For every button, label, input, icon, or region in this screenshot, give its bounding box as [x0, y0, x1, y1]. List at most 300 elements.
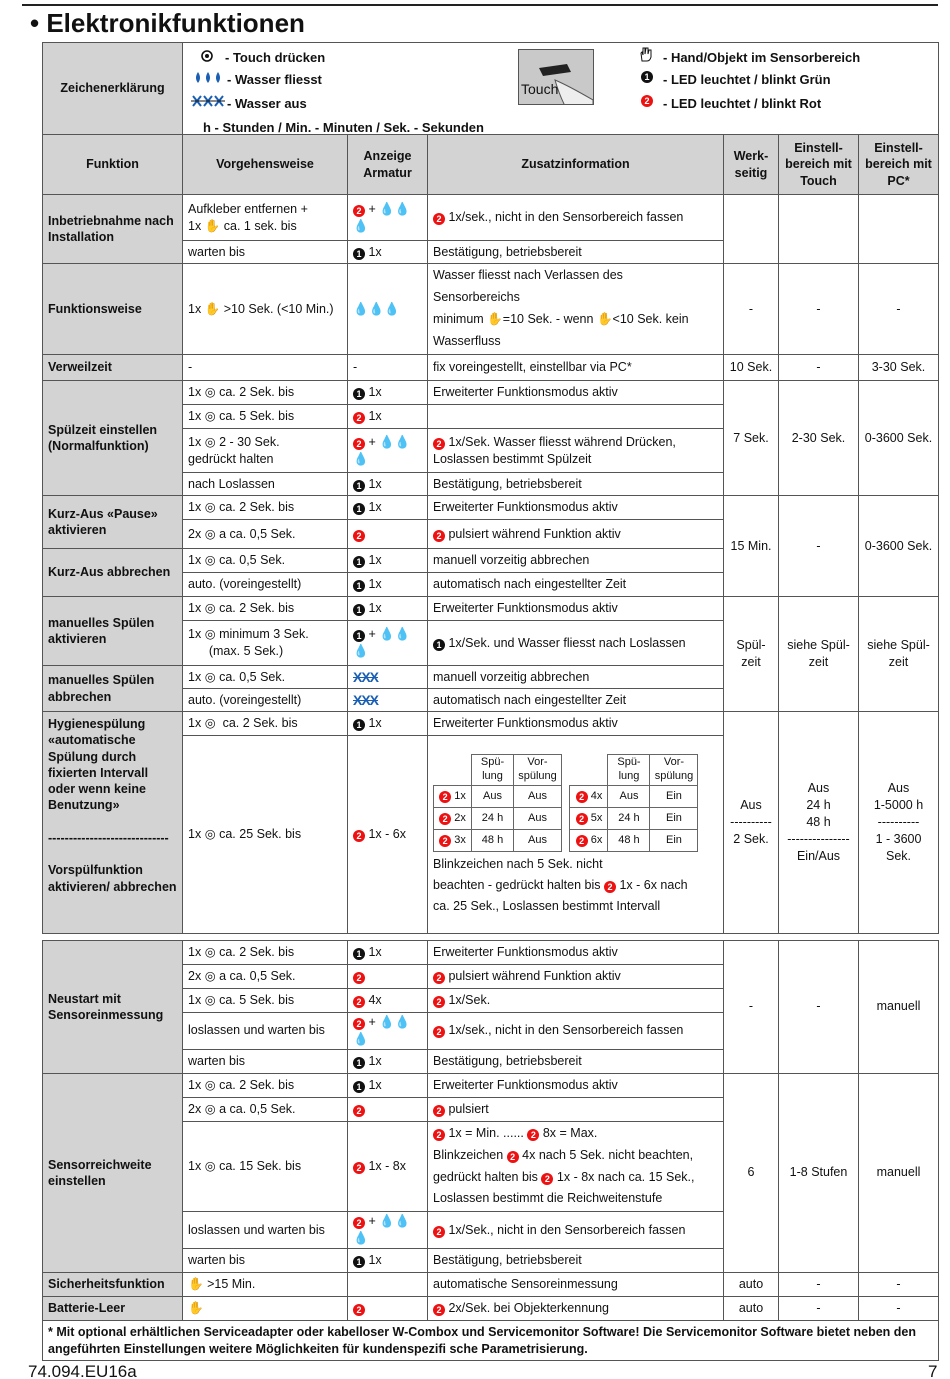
info-text: manuell vorzeitig abbrechen — [428, 666, 724, 689]
led-red-icon: 2 — [641, 95, 653, 107]
legend-hand: - Hand/Objekt im Sensorbereich — [663, 49, 861, 65]
sub-cell: Ein — [650, 807, 698, 829]
led-green-icon: 1 — [353, 580, 365, 592]
sub-cell — [570, 829, 608, 851]
display-cell — [348, 264, 428, 355]
info-text: pulsiert während Funktion aktiv — [448, 526, 621, 541]
touch-ring-icon: ◎ — [204, 1077, 216, 1092]
werk-value: auto — [724, 1273, 779, 1297]
display-text: 1x — [368, 601, 382, 616]
info-text: 1x/Sek. — [448, 993, 491, 1008]
led-red-icon: 2 — [507, 1151, 519, 1163]
info-text: Sensorbereichs — [433, 290, 520, 305]
led-green-icon: 1 — [433, 639, 445, 651]
info-text: Blinkzeichen nach 5 Sek. nicht — [433, 856, 603, 871]
touch-ring-icon: ◎ — [204, 526, 216, 541]
led-green-icon: 1 — [353, 604, 365, 616]
info-text: 1x = Min. ...... — [448, 1125, 524, 1140]
pc-value — [859, 712, 939, 934]
touch-ring-icon: ◎ — [204, 553, 216, 568]
info-cell — [428, 1212, 724, 1249]
info-text: <10 Sek. kein — [612, 312, 689, 326]
info-text: Bestätigung, betriebsbereit — [428, 473, 724, 496]
info-cell — [428, 1297, 724, 1321]
touch-ring-icon: ◎ — [204, 1159, 216, 1174]
pc-text: Aus — [887, 781, 910, 796]
led-red-icon: 2 — [353, 205, 365, 217]
led-red-icon: 2 — [576, 813, 588, 825]
step-text: ca. 15 Sek. bis — [219, 1159, 302, 1174]
step-cell — [183, 1297, 348, 1321]
display-text: 1x — [368, 1053, 382, 1068]
sub-head: Vor-spülung — [650, 755, 698, 786]
step-text: ca. 2 Sek. bis — [219, 1077, 295, 1092]
touch-value: - — [779, 264, 859, 355]
display-cell — [348, 1097, 428, 1121]
werk-value: Spül-zeit — [724, 597, 779, 712]
sub-text: 1x — [454, 789, 466, 802]
func-spuelen-aktivieren: manuelles Spülen aktivieren — [43, 597, 183, 666]
page-title: • Elektronikfunktionen — [30, 8, 305, 38]
info-text: Bestätigung, betriebsbereit — [428, 1049, 724, 1073]
sub-text: 5x — [590, 811, 603, 824]
led-red-icon: 2 — [353, 830, 365, 842]
water-drops-icon: 💧💧💧 — [353, 301, 400, 316]
touch-ring-icon: ◎ — [204, 827, 216, 842]
display-text: 1x — [368, 553, 382, 568]
pc-value: siehe Spül-zeit — [859, 597, 939, 712]
display-cell — [348, 496, 428, 520]
step-text: warten bis — [183, 1049, 348, 1073]
info-text: pulsiert während Funktion aktiv — [448, 969, 621, 984]
info-text: Wasserfluss — [433, 333, 501, 348]
led-red-icon: 2 — [353, 1018, 365, 1030]
touch-ring-icon: ◎ — [204, 945, 216, 960]
step-text: loslassen und warten bis — [183, 1212, 348, 1249]
step-cell: 1x ◎ ca. 2 Sek. bis — [183, 1073, 348, 1097]
function-table — [42, 42, 939, 264]
led-red-icon: 2 — [439, 813, 451, 825]
display-cell — [348, 473, 428, 496]
function-table-body — [42, 263, 939, 934]
step-cell — [183, 1273, 348, 1297]
led-red-icon: 2 — [433, 1226, 445, 1238]
step-text: >10 Sek. (<10 Min.) — [223, 301, 334, 316]
info-cell — [428, 1013, 724, 1050]
water-drops-icon: 💧💧💧 — [353, 1214, 411, 1246]
touch-ring-icon: ◎ — [204, 1101, 216, 1116]
display-cell — [348, 381, 428, 405]
info-text: 1x/Sek., nicht in den Sensorbereich fassen — [448, 1222, 686, 1237]
info-text: 1x/Sek. Wasser fliesst während Drücken, — [448, 434, 676, 449]
sub-cell: Aus — [514, 829, 562, 851]
touch-illustration — [518, 49, 594, 105]
display-cell — [348, 520, 428, 549]
pc-value: 0-3600 Sek. — [859, 381, 939, 496]
display-text: 4x — [368, 993, 382, 1008]
info-text: Erweiterter Funktionsmodus aktiv — [428, 1073, 724, 1097]
touch-ring-icon: ◎ — [204, 669, 216, 684]
led-red-icon: 2 — [433, 213, 445, 225]
display-text: - — [348, 355, 428, 381]
display-text: 1x — [368, 409, 382, 424]
info-text: Blinkzeichen — [433, 1147, 504, 1162]
display-cell — [348, 1121, 428, 1212]
sub-text: 3x — [454, 833, 466, 846]
led-red-icon: 2 — [433, 530, 445, 542]
water-off-icon: XXX — [353, 691, 379, 708]
info-text: Loslassen bestimmt Spülzeit — [433, 451, 592, 466]
touch-value: 2-30 Sek. — [779, 381, 859, 496]
info-text: Erweiterter Funktionsmodus aktiv — [428, 712, 724, 736]
touch-value: siehe Spül-zeit — [779, 597, 859, 712]
led-green-icon: 1 — [353, 630, 365, 642]
hand-icon: ✋ — [188, 1301, 204, 1316]
step-cell: 1x ◎ ca. 2 Sek. bis — [183, 597, 348, 621]
step-cell: 1x ◎ ca. 2 Sek. bis — [183, 712, 348, 736]
led-red-icon: 2 — [433, 972, 445, 984]
func-inbetriebnahme: Inbetriebnahme nach Installation — [43, 195, 183, 264]
empty-cell — [859, 195, 939, 264]
sub-cell — [434, 807, 472, 829]
func-sicherheit: Sicherheitsfunktion — [43, 1273, 183, 1297]
sub-head: Spü-lung — [472, 755, 514, 786]
display-cell — [348, 597, 428, 621]
werk-value: auto — [724, 1297, 779, 1321]
led-red-icon: 2 — [439, 835, 451, 847]
led-red-icon: 2 — [353, 1217, 365, 1229]
werk-value — [724, 712, 779, 934]
step-cell: 2x ◎ a ca. 0,5 Sek. — [183, 520, 348, 549]
led-green-icon: 1 — [353, 1081, 365, 1093]
header-werk: Werk-seitig — [724, 135, 779, 195]
led-red-icon: 2 — [439, 791, 451, 803]
display-cell — [348, 941, 428, 965]
touch-value: - — [779, 941, 859, 1074]
water-off-icon: XXX — [353, 668, 379, 685]
step-text: >15 Min. — [207, 1277, 256, 1292]
info-cell — [428, 520, 724, 549]
step-cell: 1x ◎ ca. 5 Sek. bis — [183, 989, 348, 1013]
led-red-icon: 2 — [433, 996, 445, 1008]
step-text: ca. 2 Sek. bis — [219, 945, 295, 960]
display-cell — [348, 666, 428, 689]
led-red-icon: 2 — [576, 835, 588, 847]
sub-text: 4x — [590, 789, 603, 802]
werk-value: 7 Sek. — [724, 381, 779, 496]
info-text: 4x nach 5 Sek. nicht beachten, — [522, 1147, 694, 1162]
step-text: ca. 5 Sek. bis — [219, 409, 295, 424]
step-text: ca. 1 sek. bis — [223, 218, 297, 233]
pc-value: 0-3600 Sek. — [859, 496, 939, 597]
touch-image-label: Touch — [521, 80, 559, 97]
display-text: 1x — [368, 1253, 382, 1268]
legend-water-on: - Wasser fliesst — [227, 71, 322, 87]
water-drops-icon: 💧💧💧 — [353, 627, 411, 658]
step-text: ca. 2 Sek. bis — [219, 500, 295, 515]
touch-ring-icon — [201, 49, 213, 67]
step-text: ca. 5 Sek. bis — [219, 993, 295, 1008]
display-text: 1x - 8x — [368, 1159, 406, 1174]
step-text: ca. 0,5 Sek. — [219, 553, 286, 568]
func-spuelen-abbrechen: manuelles Spülen abbrechen — [43, 666, 183, 712]
touch-ring-icon: ◎ — [204, 716, 216, 731]
sub-head: Spü-lung — [608, 755, 650, 786]
hand-icon: ✋ — [188, 1277, 204, 1292]
led-red-icon: 2 — [353, 530, 365, 542]
touch-value — [779, 712, 859, 934]
pc-value: - — [859, 1273, 939, 1297]
info-text: Erweiterter Funktionsmodus aktiv — [428, 941, 724, 965]
water-drops-icon: 💧💧💧 — [353, 201, 411, 233]
led-red-icon: 2 — [353, 1304, 365, 1316]
display-text: 1x — [368, 577, 382, 592]
step-cell: 1x ◎ ca. 2 Sek. bis — [183, 941, 348, 965]
hand-icon: ✋ — [204, 301, 221, 316]
werk-text: 2 Sek. — [733, 831, 769, 846]
step-cell: 1x ◎ ca. 25 Sek. bis — [183, 736, 348, 934]
sub-cell — [434, 829, 472, 851]
info-text: Bestätigung, betriebsbereit — [428, 241, 724, 264]
sub-cell: Ein — [650, 829, 698, 851]
info-text: fix voreingestellt, einstellbar via PC* — [428, 355, 724, 381]
info-text: 1x - 6x nach — [619, 878, 688, 893]
info-text: manuell vorzeitig abbrechen — [428, 549, 724, 573]
display-text: 1x — [368, 385, 382, 400]
display-cell: 2 + 💧💧💧 — [348, 1212, 428, 1249]
separator: ----------------------------- — [48, 830, 169, 845]
step-text: a ca. 0,5 Sek. — [219, 526, 296, 541]
step-cell: 1x ◎ ca. 2 Sek. bis — [183, 496, 348, 520]
step-text: ca. 2 Sek. bis — [222, 716, 298, 731]
top-rule — [22, 4, 938, 6]
led-green-icon: 1 — [353, 719, 365, 731]
touch-ring-icon: ◎ — [204, 969, 216, 984]
werk-text: Aus — [740, 798, 762, 813]
info-cell — [428, 965, 724, 989]
info-text: Erweiterter Funktionsmodus aktiv — [428, 496, 724, 520]
led-red-icon: 2 — [353, 438, 365, 450]
step-text: - — [183, 355, 348, 381]
legend-water-off: - Wasser aus — [227, 95, 307, 111]
step-cell: 1x ◎ minimum 3 Sek. (max. 5 Sek.) — [183, 621, 348, 666]
led-red-icon: 2 — [353, 972, 365, 984]
water-drops-icon: 💧💧💧 — [353, 1015, 411, 1046]
info-text: pulsiert — [448, 1101, 489, 1116]
display-cell: 1 + 💧💧💧 — [348, 621, 428, 666]
page-number: 7 — [928, 1362, 938, 1379]
step-text: (max. 5 Sek.) — [208, 644, 284, 658]
step-text: a ca. 0,5 Sek. — [219, 969, 296, 984]
empty-cell — [724, 195, 779, 264]
touch-ring-icon: ◎ — [204, 993, 216, 1008]
werk-value: - — [724, 264, 779, 355]
display-text: 1x — [368, 476, 382, 491]
led-red-icon: 2 — [541, 1173, 553, 1185]
display-cell — [348, 736, 428, 934]
step-text: Aufkleber entfernen + — [188, 201, 308, 216]
info-text: 1x - 8x nach ca. 15 Sek., — [556, 1169, 695, 1184]
touch-text: 48 h — [806, 815, 831, 830]
step-cell: 1x ◎ ca. 5 Sek. bis — [183, 405, 348, 429]
led-green-icon: 1 — [353, 480, 365, 492]
hand-icon — [638, 47, 652, 67]
header-pc: Einstell-bereich mit PC* — [859, 135, 939, 195]
step-text: nach Loslassen — [183, 473, 348, 496]
sub-head: Vor-spülung — [514, 755, 562, 786]
info-text: automatisch nach eingestellter Zeit — [428, 689, 724, 712]
step-text: ca. 0,5 Sek. — [219, 669, 286, 684]
step-text: warten bis — [183, 241, 348, 264]
pc-value: manuell — [859, 1073, 939, 1272]
display-cell: 2 + 💧💧💧 — [348, 1013, 428, 1050]
pc-text: 1-5000 h — [873, 798, 924, 813]
footnote: * Mit optional erhältlichen Serviceadapter oder kabelloser W-Combox und Servicemonitor Software! Die Servicemonitor Software bietet neben den angeführten Einstellungen weitere Möglichkeiten für kundenspezifi sche Parametrisierung. — [43, 1321, 939, 1361]
led-green-icon: 1 — [353, 1057, 365, 1069]
info-text: Loslassen bestimmt die Reichweitenstufe — [433, 1191, 663, 1206]
led-green-icon: 1 — [353, 556, 365, 568]
display-cell: 2 + 💧💧💧 — [348, 195, 428, 241]
func-batterie: Batterie-Leer — [43, 1297, 183, 1321]
display-cell — [348, 1297, 428, 1321]
touch-ring-icon: ◎ — [204, 601, 216, 616]
info-text: Bestätigung, betriebsbereit — [428, 1249, 724, 1273]
interval-note — [433, 854, 718, 918]
werk-value: 10 Sek. — [724, 355, 779, 381]
touch-value: - — [779, 1297, 859, 1321]
sub-cell: Aus — [608, 785, 650, 807]
info-text: 8x = Max. — [542, 1125, 598, 1140]
info-text: automatische Sensoreinmessung — [428, 1273, 724, 1297]
sub-cell: 48 h — [608, 829, 650, 851]
sub-cell: Aus — [514, 785, 562, 807]
info-text: 2x/Sek. bei Objekterkennung — [448, 1301, 610, 1316]
func-sensorreichweite: Sensorreichweite einstellen — [43, 1073, 183, 1272]
display-text: 1x — [368, 500, 382, 515]
step-text: warten bis — [183, 1249, 348, 1273]
info-cell — [428, 1097, 724, 1121]
hand-icon: ✋ — [487, 312, 503, 326]
display-cell — [348, 989, 428, 1013]
info-text: =10 Sek. - wenn — [502, 312, 594, 326]
touch-ring-icon: ◎ — [204, 500, 216, 515]
sub-text: 2x — [454, 811, 466, 824]
led-green-icon: 1 — [353, 1256, 365, 1268]
func-funktionsweise: Funktionsweise — [43, 264, 183, 355]
touch-text: Aus — [807, 781, 830, 796]
separator: --------------- — [787, 831, 850, 846]
step-cell: 1x ◎ ca. 2 Sek. bis — [183, 381, 348, 405]
info-text: Wasser fliesst nach Verlassen des — [433, 268, 623, 283]
info-cell — [428, 195, 724, 241]
func-kurz-aus-aktivieren: Kurz-Aus «Pause» aktivieren — [43, 496, 183, 549]
step-cell: 1x ◎ ca. 15 Sek. bis — [183, 1121, 348, 1212]
step-text: ca. 2 Sek. bis — [219, 385, 295, 400]
led-green-icon: 1 — [353, 248, 365, 260]
func-label: Vorspülfunktion aktivieren/ abbrechen — [48, 863, 177, 894]
touch-ring-icon: ◎ — [204, 627, 216, 642]
led-red-icon: 2 — [353, 1162, 365, 1174]
led-red-icon: 2 — [433, 1105, 445, 1117]
info-text: 1x/sek., nicht in den Sensorbereich fassen — [448, 1023, 684, 1038]
water-drops-icon — [193, 71, 225, 89]
func-kurz-aus-abbrechen: Kurz-Aus abbrechen — [43, 549, 183, 597]
display-cell — [348, 689, 428, 712]
sub-cell — [570, 785, 608, 807]
sub-cell: 48 h — [472, 829, 514, 851]
display-text: 1x — [368, 945, 382, 960]
info-text: 1x/sek., nicht in den Sensorbereich fassen — [448, 210, 684, 225]
sub-cell — [434, 785, 472, 807]
display-cell — [348, 405, 428, 429]
info-text: minimum — [433, 312, 484, 326]
step-text: minimum 3 Sek. — [219, 627, 309, 642]
step-cell: 2x ◎ a ca. 0,5 Sek. — [183, 1097, 348, 1121]
step-cell: 1x ◎ ca. 0,5 Sek. — [183, 549, 348, 573]
hand-icon: ✋ — [204, 218, 221, 233]
legend-panel — [183, 43, 939, 135]
legend-label: Zeichenerklärung — [43, 43, 183, 135]
empty-cell — [779, 195, 859, 264]
display-text: 1x — [368, 716, 382, 731]
werk-value: 15 Min. — [724, 496, 779, 597]
werk-value: 6 — [724, 1073, 779, 1272]
step-text: ca. 2 Sek. bis — [219, 601, 295, 616]
led-green-icon: 1 — [641, 71, 653, 83]
legend-hours: h - Stunden / Min. - Minuten / Sek. - Sekunden — [203, 119, 484, 135]
led-red-icon: 2 — [433, 1026, 445, 1038]
step-text: 2 - 30 Sek. — [219, 434, 280, 449]
pc-value: - — [859, 1297, 939, 1321]
sub-cell: Ein — [650, 785, 698, 807]
led-red-icon: 2 — [527, 1129, 539, 1141]
func-spuelzeit: Spülzeit einstellen (Normalfunktion) — [43, 381, 183, 496]
info-text: beachten - gedrückt halten bis — [433, 878, 601, 893]
display-cell — [348, 712, 428, 736]
display-text: 1x - 6x — [368, 827, 406, 842]
water-drops-icon: 💧💧💧 — [353, 434, 411, 466]
sub-cell: 24 h — [608, 807, 650, 829]
touch-ring-icon: ◎ — [204, 409, 216, 424]
info-text: ca. 25 Sek., Loslassen bestimmt Intervall — [433, 899, 661, 914]
info-cell — [428, 989, 724, 1013]
func-verweilzeit: Verweilzeit — [43, 355, 183, 381]
interval-table-right — [569, 754, 698, 852]
led-red-icon: 2 — [353, 1105, 365, 1117]
step-cell: 2x ◎ a ca. 0,5 Sek. — [183, 965, 348, 989]
legend-led-green: - LED leuchtet / blinkt Grün — [663, 71, 831, 87]
display-text: 1x — [368, 244, 382, 259]
info-cell — [428, 429, 724, 473]
display-cell — [348, 241, 428, 264]
led-green-icon: 1 — [353, 388, 365, 400]
info-cell — [428, 1121, 724, 1212]
display-cell — [348, 549, 428, 573]
werk-value: - — [724, 941, 779, 1074]
info-cell — [428, 264, 724, 355]
step-cell: 1x ◎ 2 - 30 Sek. gedrückt halten — [183, 429, 348, 473]
header-zusatz: Zusatzinformation — [428, 135, 724, 195]
touch-ring-icon: ◎ — [204, 434, 216, 449]
water-off-icon — [191, 94, 225, 113]
header-funktion: Funktion — [43, 135, 183, 195]
info-text: gedrückt halten bis — [433, 1169, 538, 1184]
led-green-icon: 1 — [353, 948, 365, 960]
separator: ---------- — [877, 815, 920, 830]
display-cell — [348, 965, 428, 989]
pc-value: manuell — [859, 941, 939, 1074]
display-cell: 2 + 💧💧💧 — [348, 429, 428, 473]
